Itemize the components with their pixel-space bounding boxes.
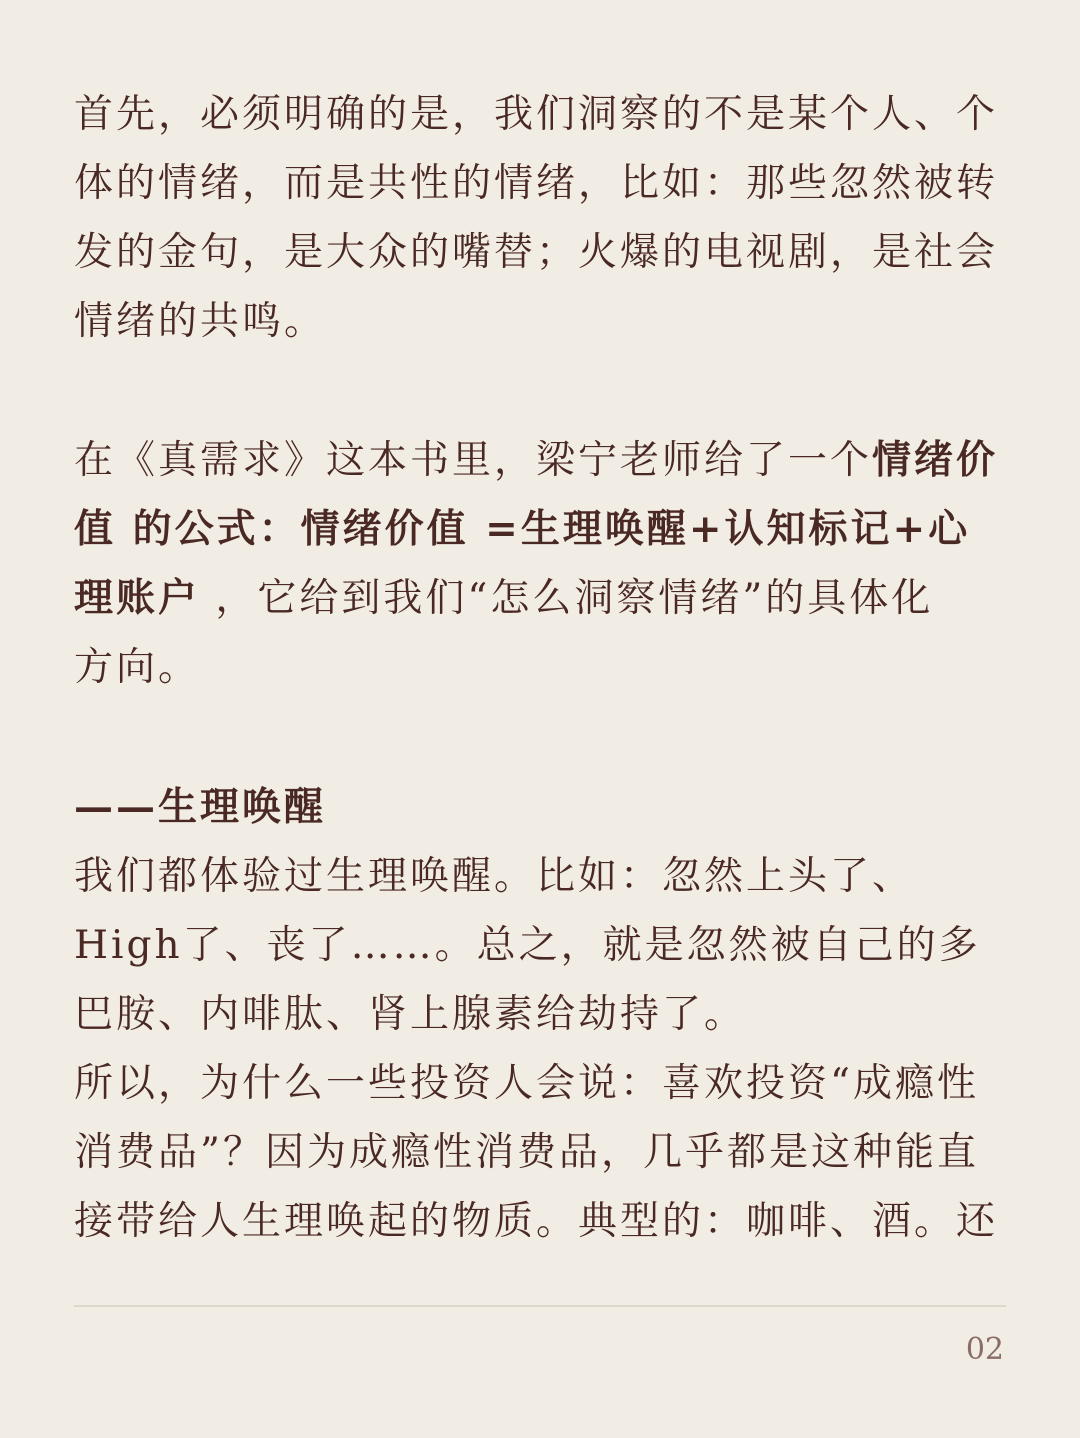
paragraph-line: 发的金句，是大众的嘴替；火爆的电视剧，是社会 <box>74 230 999 275</box>
paragraph-formula <box>74 426 1014 702</box>
paragraph-line: 首先，必须明确的是，我们洞察的不是某个人、个 <box>74 92 999 137</box>
footer-divider <box>74 1305 1006 1307</box>
paragraph-line: 所以，为什么一些投资人会说：喜欢投资“成瘾性 <box>74 1061 979 1106</box>
paragraph-line <box>74 495 1014 564</box>
paragraph-arousal <box>74 842 1014 1256</box>
paragraph-line: 消费品”？因为成瘾性消费品，几乎都是这种能直 <box>74 1130 979 1175</box>
text-normal: 在《真需求》这本书里，梁宁老师给了一个 <box>74 438 873 483</box>
section-heading <box>74 773 1014 842</box>
text-bold: 值 <box>74 506 117 552</box>
paragraph-line: 情绪的共鸣。 <box>74 299 327 344</box>
paragraph-line: 巴胺、内啡肽、肾上腺素给劫持了。 <box>74 992 747 1037</box>
paragraph-line: 体的情绪，而是共性的情绪，比如：那些忽然被转 <box>74 161 999 206</box>
text-bold: 情绪价 <box>872 437 999 483</box>
paragraph-line <box>74 564 1014 633</box>
page-number: 02 <box>965 1332 1004 1367</box>
section-heading-text: ——生理唤醒 <box>74 784 327 830</box>
text-normal: 的公式： <box>116 506 301 552</box>
paragraph-line: 方向。 <box>74 645 201 690</box>
paragraph-line: 接带给人生理唤起的物质。典型的：咖啡、酒。还 <box>74 1199 999 1244</box>
paragraph-line: High了、丧了……。总之，就是忽然被自己的多 <box>74 923 981 968</box>
formula-text: 情绪价值 =生理唤醒+认知标记+心 <box>300 506 971 552</box>
paragraph-intro <box>74 80 1014 356</box>
text-normal: ，它给到我们“怎么洞察情绪”的具体化 <box>200 576 934 621</box>
paragraph-line: 我们都体验过生理唤醒。比如：忽然上头了、 <box>74 854 915 899</box>
text-bold: 理账户 <box>74 575 201 621</box>
paragraph-line <box>74 426 1014 495</box>
